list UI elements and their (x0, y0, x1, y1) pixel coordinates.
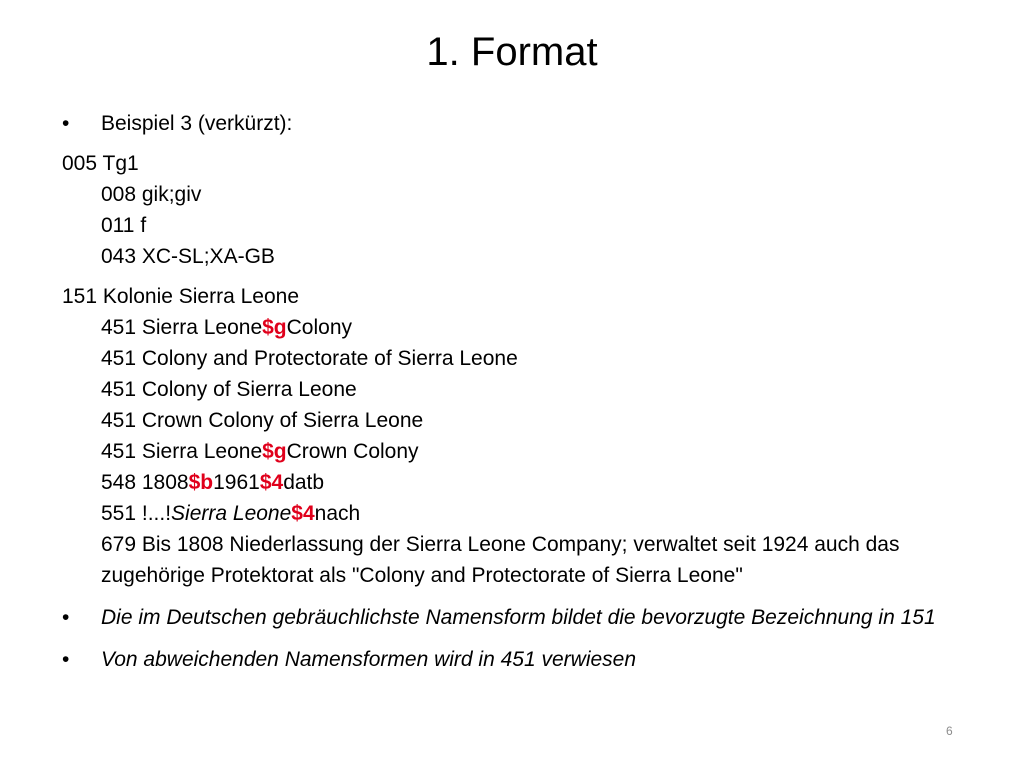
record-line: 043 XC-SL;XA-GB (101, 245, 275, 268)
record-text: Crown Colony (286, 440, 419, 463)
bullet-dot-icon: • (62, 606, 70, 629)
slide-content (62, 108, 962, 675)
record-text: 551 !...! (101, 502, 172, 525)
record-line (62, 436, 962, 467)
record-text: 1961 (213, 471, 260, 494)
record-text: 451 Sierra Leone (101, 316, 263, 339)
record-block-1 (62, 148, 962, 272)
subfield-code: $g (262, 316, 287, 339)
subfield-code: $b (188, 471, 214, 494)
record-line: 451 Colony and Protectorate of Sierra Leone (101, 347, 518, 370)
bullet-example-text: Beispiel 3 (verkürzt): (101, 112, 293, 135)
bullet-dot-icon: • (62, 112, 70, 135)
slide-title: 1. Format (426, 30, 598, 74)
subfield-code: $4 (291, 502, 315, 525)
record-line (62, 312, 962, 343)
record-line: 151 Kolonie Sierra Leone (62, 285, 300, 308)
record-line: 451 Colony of Sierra Leone (101, 378, 357, 401)
record-line (62, 498, 962, 529)
record-line: 008 gik;giv (101, 183, 202, 206)
record-text: 548 1808 (101, 471, 189, 494)
record-text-italic: Sierra Leone (171, 502, 292, 525)
record-text: nach (314, 502, 361, 525)
record-text: Colony (286, 316, 353, 339)
record-text: 451 Sierra Leone (101, 440, 263, 463)
record-line: 011 f (101, 214, 147, 237)
subfield-code: $g (262, 440, 287, 463)
subfield-code: $4 (259, 471, 284, 494)
bullet-preferred-name (62, 602, 962, 633)
bullet-preferred-name-text: Die im Deutschen gebräuchlichste Namensform bildet die bevorzugte Bezeichnung in 151 (101, 606, 936, 629)
bullet-variant-names (62, 644, 962, 675)
record-block-2 (62, 281, 962, 591)
record-line (62, 467, 962, 498)
page-number: 6 (946, 724, 953, 738)
bullet-example (62, 108, 962, 139)
record-line: 679 Bis 1808 Niederlassung der Sierra Leone Company; verwaltet seit 1924 auch das zugehörige Protektorat als "Colony and Protectorate of Sierra Leone" (101, 533, 900, 587)
record-line: 451 Crown Colony of Sierra Leone (101, 409, 424, 432)
bullet-dot-icon: • (62, 648, 70, 671)
record-text: datb (283, 471, 325, 494)
bullet-variant-names-text: Von abweichenden Namensformen wird in 451 verwiesen (101, 648, 637, 671)
record-line: 005 Tg1 (62, 152, 139, 175)
